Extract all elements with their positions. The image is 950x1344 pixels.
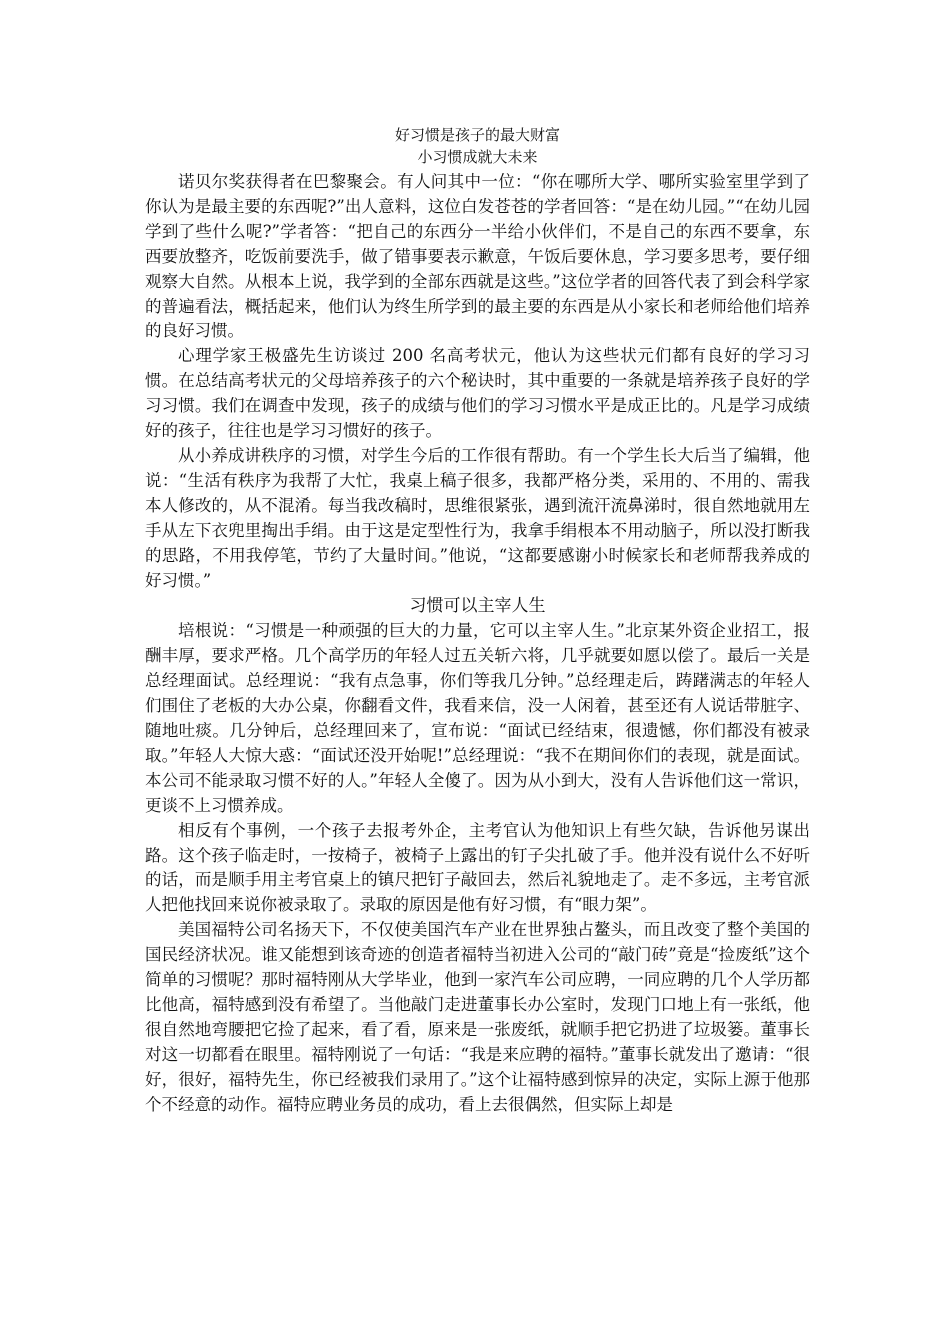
- paragraph-psychologist: 心理学家王极盛先生访谈过 200 名高考状元，他认为这些状元们都有良好的学习习惯。在总结高考状元的父母培养孩子的六个秘诀时，其中重要的一条就是培养孩子良好的学习习惯。我们在调查中发现，孩子的成绩与他们的学习习惯水平是成正比的。凡是学习成绩好的孩子，往往也是学习习惯好的孩子。: [145, 346, 810, 441]
- paragraph-ford: 美国福特公司名扬天下，不仅使美国汽车产业在世界独占鳌头，而且改变了整个美国的国民经济状况。谁又能想到该奇迹的创造者福特当初进入公司的“敲门砖”竟是“捡废纸”这个简单的习惯呢？那时福特刚从大学毕业，他到一家汽车公司应聘，一同应聘的几个人学历都比他高，福特感到没有希望了。当他敲门走进董事长办公室时，发现门口地上有一张纸，他很自然地弯腰把它捡了起来，看了看，原来是一张废纸，就顺手把它扔进了垃圾篓。董事长对这一切都看在眼里。福特刚说了一句话：“我是来应聘的福特。”董事长就发出了邀请：“很好，很好，福特先生，你已经被我们录用了。”这个让福特感到惊异的决定，实际上源于他那个不经意的动作。福特应聘业务员的成功，看上去很偶然，但实际上却是: [145, 920, 810, 1114]
- paragraph-nobel: 诺贝尔奖获得者在巴黎聚会。有人问其中一位：“你在哪所大学、哪所实验室里学到了你认为是最主要的东西呢?”出人意料，这位白发苍苍的学者回答：“是在幼儿园。”“在幼儿园学到了些什么呢?”学者答：“把自己的东西分一半给小伙伴们，不是自己的东西不要拿，东西要放整齐，吃饭前要洗手，做了错事要表示歉意，午饭后要休息，学习要多思考，要仔细观察大自然。从根本上说，我学到的全部东西就是这些。”这位学者的回答代表了到会科学家的普遍看法，概括起来，他们认为终生所学到的最主要的东西是从小家长和老师给他们培养的良好习惯。: [145, 172, 810, 341]
- section-heading-small-habits: 小习惯成就大未来: [417, 148, 538, 166]
- paragraph-bacon: 培根说：“习惯是一种顽强的巨大的力量，它可以主宰人生。”北京某外资企业招工，报酬丰厚，要求严格。几个高学历的年轻人过五关斩六将，几乎就要如愿以偿了。最后一关是总经理面试。总经理说：“我有点急事，你们等我几分钟。”总经理走后，踌躇满志的年轻人们围住了老板的大办公桌，你翻看文件，我看来信，没一人闲着，甚至还有人说话带脏字、随地吐痰。几分钟后，总经理回来了，宣布说：“面试已经结束，很遗憾，你们都没有被录取。”年轻人大惊大惑：“面试还没开始呢!”总经理说：“我不在期间你们的表现，就是面试。本公司不能录取习惯不好的人。”年轻人全傻了。因为从小到大，没有人告诉他们这一常识，更谈不上习惯养成。: [145, 621, 810, 815]
- paragraph-order-habit: 从小养成讲秩序的习惯，对学生今后的工作很有帮助。有一个学生长大后当了编辑，他说：“生活有秩序为我帮了大忙，我桌上稿子很多，我都严格分类，采用的、不用的、需我本人修改的，从不混淆。每当我改稿时，思维很紧张，遇到流汗流鼻涕时，很自然地就用左手从左下衣兜里掏出手绢。由于这是定型性行为，我拿手绢根本不用动脑子，所以没打断我的思路，不用我停笔，节约了大量时间。”他说，“这都要感谢小时候家长和老师帮我养成的好习惯。”: [145, 445, 810, 590]
- document-title: 好习惯是孩子的最大财富: [394, 126, 560, 144]
- document-page: [145, 124, 810, 1118]
- paragraph-nail: 相反有个事例，一个孩子去报考外企，主考官认为他知识上有些欠缺，告诉他另谋出路。这个孩子临走时，一按椅子，被椅子上露出的钉子尖扎破了手。他并没有说什么不好听的话，而是顺手用主考官桌上的镇尺把钉子敲回去，然后礼貌地走了。走不多远，主考官派人把他找回来说你被录取了。录取的原因是他有好习惯，有“眼力架”。: [145, 820, 810, 915]
- section-heading-habits-rule-life: 习惯可以主宰人生: [409, 596, 546, 617]
